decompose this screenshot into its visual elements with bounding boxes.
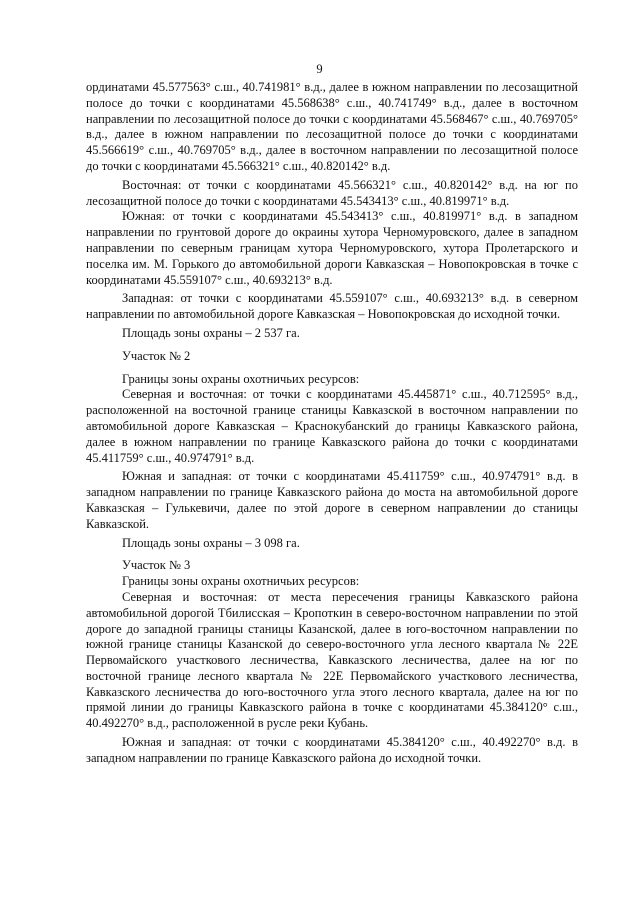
paragraph: Южная и западная: от точки с координатами 45.384120° с.ш., 40.492270° в.д. в западном направлении по границе Кавказского района до исходной точки.: [86, 735, 578, 765]
document-body: [86, 80, 578, 767]
subheading: Границы зоны охраны охотничьих ресурсов:: [122, 574, 360, 589]
paragraph: Южная: от точки с координатами 45.543413° с.ш., 40.819971° в.д. в западном направлении по грунтовой дороге до окраины хутора Черномуровского, далее в западном направлении по северным границам хутора Черномуровского, хутора Пролетарского и поселка им. М. Горького до автомобильной дороги Кавказская – Новопокровская в точке с координатами 45.559107° с.ш., 40.693213° в.д.: [86, 209, 578, 287]
paragraph: Северная и восточная: от точки с координатами 45.445871° с.ш., 40.712595° в.д., расположенной на восточной границе станицы Кавказской в восточном направлении по автомобильной дороге Кавказская – Краснокубанский до границы Кавказского района, далее в южном направлении по границе Кавказского района до точки с координатами 45.411759° с.ш., 40.974791° в.д.: [86, 387, 578, 465]
paragraph: Западная: от точки с координатами 45.559107° с.ш., 40.693213° в.д. в северном направлении по автомобильной дороге Кавказская – Новопокровская до исходной точки.: [86, 291, 578, 322]
page-number: 9: [316, 62, 323, 76]
section-heading: Участок № 2: [122, 348, 191, 363]
area-line: Площадь зоны охраны – 3 098 га.: [122, 535, 300, 550]
subheading: Границы зоны охраны охотничьих ресурсов:: [122, 371, 360, 386]
paragraph: ординатами 45.577563° с.ш., 40.741981° в.д., далее в южном направлении по лесозащитной полосе до точки с координатами 45.568638° с.ш., 40.741749° в.д., далее в восточном направлении по лесозащитной полосе до точки с координатами 45.568467° с.ш., 40.769705° в.д., далее в южном направлении по лесозащитной полосе до точки с координатами 45.566619° с.ш., 40.769705° в.д., далее в восточном направлении по лесозащитной полосе до точки с координатами 45.566321° с.ш., 40.820142° в.д.: [86, 80, 578, 173]
section-heading: Участок № 3: [122, 558, 191, 573]
paragraph: Северная и восточная: от места пересечения границы Кавказского района автомобильной дорогой Тбилисская – Кропоткин в северо-восточном направлении по этой дороге до западной границы станицы Казанской, далее в юго-восточном направлении по южной границе станицы Казанской до северо-восточного угла лесного квартала № 22Е Первомайского участкового лесничества, Кавказского лесничества, далее на юг по восточной границе лесного квартала № 22Е Первомайского участкового лесничества, Кавказского лесничества до юго-восточного угла этого лесного квартала, далее на юг по прямой линии до границы Кавказского района в точке с координатами 45.384120° с.ш., 40.492270° в.д., расположенной в русле реки Кубань.: [86, 589, 578, 731]
paragraph: Восточная: от точки с координатами 45.566321° с.ш., 40.820142° в.д. на юг по лесозащитной полосе до точки с координатами 45.543413° с.ш., 40.819971° в.д.: [86, 177, 578, 208]
paragraph: Южная и западная: от точки с координатами 45.411759° с.ш., 40.974791° в.д. в западном направлении по границе Кавказского района до моста на автомобильной дороге Кавказская – Гулькевичи, далее по этой дороге в северном направлении до станицы Кавказской.: [86, 469, 578, 531]
area-line: Площадь зоны охраны – 2 537 га.: [122, 325, 300, 340]
